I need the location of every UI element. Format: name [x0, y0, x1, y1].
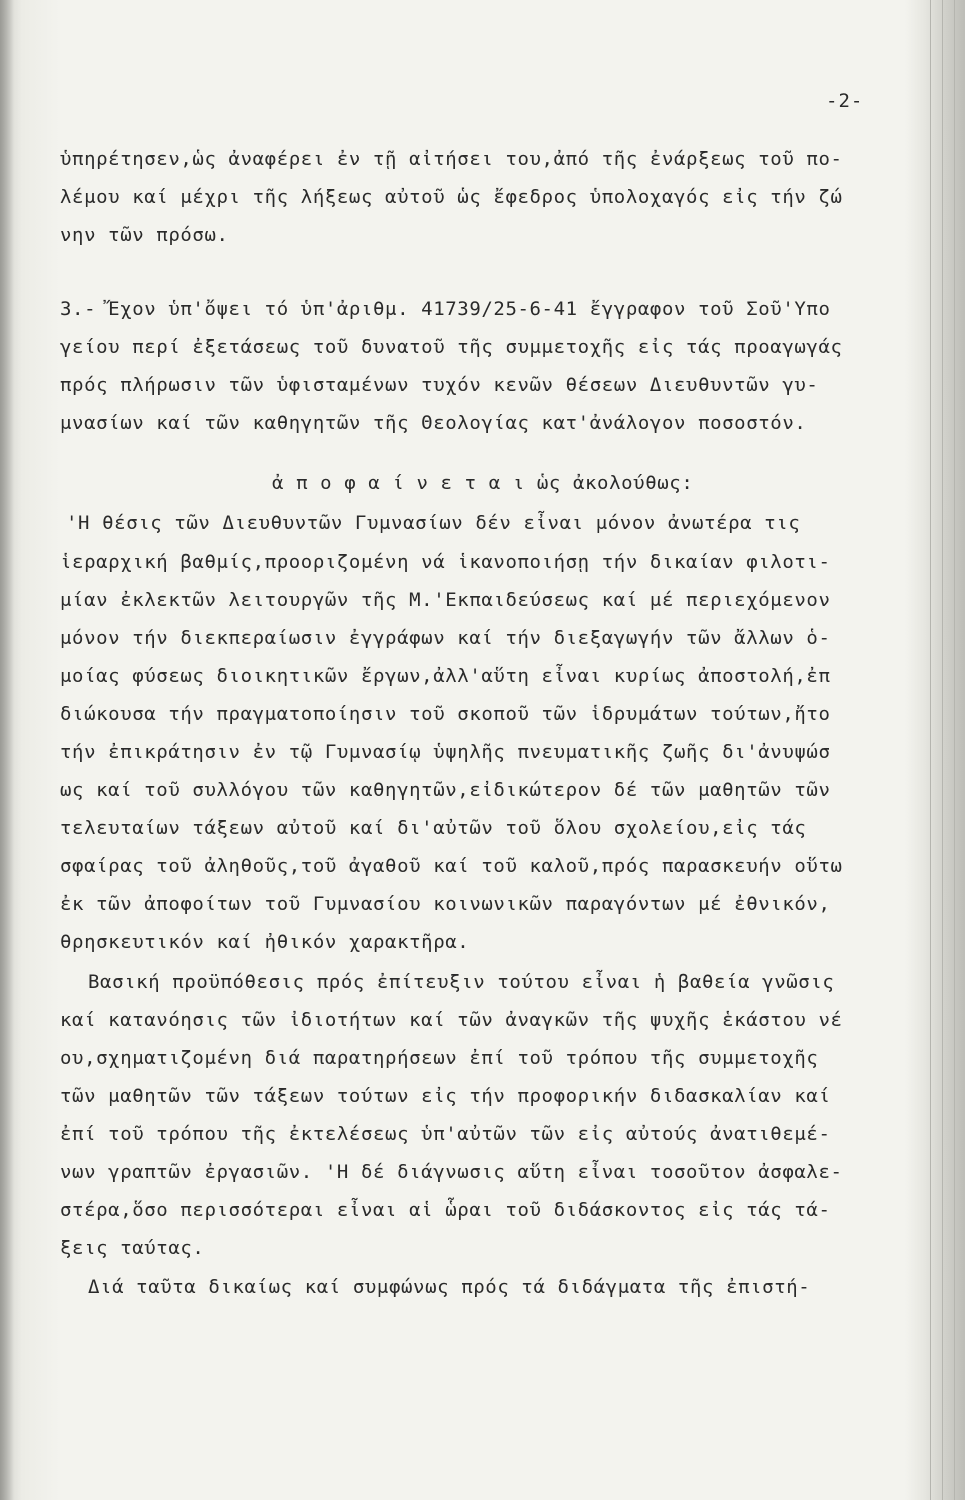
text-line: Βασική προϋπόθεσις πρός ἐπίτευξιν τούτου εἶναι ἡ βαθεία γνῶσις — [88, 971, 835, 993]
text-line: θρησκευτικόν καί ἠθικόν χαρακτῆρα. — [60, 931, 470, 953]
text-line: καί κατανόησις τῶν ἰδιοτήτων καί τῶν ἀναγκῶν τῆς ψυχῆς ἑκάστου νέ — [60, 1009, 843, 1031]
text-line: πρός πλήρωσιν τῶν ὑφισταμένων τυχόν κενῶν θέσεων Διευθυντῶν γυ- — [60, 374, 819, 396]
text-line: τελευταίων τάξεων αὐτοῦ καί δι'αὐτῶν τοῦ ὅλου σχολείου,εἰς τάς — [60, 817, 807, 839]
text-line: τῶν μαθητῶν τῶν τάξεων τούτων εἰς τήν προφορικήν διδασκαλίαν καί — [60, 1085, 831, 1107]
text-line: ἱεραρχική βαθμίς,προοριζομένη νά ἱκανοποιήσῃ τήν δικαίαν φιλοτι- — [60, 551, 831, 573]
text-line: μνασίων καί τῶν καθηγητῶν τῆς Θεολογίας κατ'ἀνάλογον ποσοστόν. — [60, 412, 807, 434]
text-line: νων γραπτῶν ἐργασιῶν. 'Η δέ διάγνωσις αὕτη εἶναι τοσοῦτον ἀσφαλε- — [60, 1161, 843, 1183]
text-line: μίαν ἐκλεκτῶν λειτουργῶν τῆς Μ.'Εκπαιδεύσεως καί μέ περιεχόμενον — [60, 589, 831, 611]
text-line: 'Η θέσις τῶν Διευθυντῶν Γυμνασίων δέν εἶναι μόνον ἀνωτέρα τις — [66, 512, 801, 534]
text-line: τήν ἐπικράτησιν ἐν τῷ Γυμνασίῳ ὑψηλῆς πνευματικῆς ζωῆς δι'ἀνυψώσ — [60, 741, 831, 763]
text-line: μόνον τήν διεκπεραίωσιν ἐγγράφων καί τήν διεξαγωγήν τῶν ἄλλων ὁ- — [60, 627, 831, 649]
text-line: ως καί τοῦ συλλόγου τῶν καθηγητῶν,εἰδικώτερον δέ τῶν μαθητῶν τῶν — [60, 779, 831, 801]
text-line: διώκουσα τήν πραγματοποίησιν τοῦ σκοποῦ τῶν ἱδρυμάτων τούτων,ἤτο — [60, 703, 831, 725]
text-line: στέρα,ὅσο περισσότεραι εἶναι αἱ ὧραι τοῦ διδάσκοντος εἰς τάς τά- — [60, 1199, 831, 1221]
text-line: ου,σχηματιζομένη διά παρατηρήσεων ἐπί τοῦ τρόπου τῆς συμμετοχῆς — [60, 1047, 819, 1069]
text-line: Διά ταῦτα δικαίως καί συμφώνως πρός τά διδάγματα τῆς ἐπιστή- — [88, 1276, 811, 1298]
text-line: ξεις ταύτας. — [60, 1237, 205, 1259]
page-edge-line — [954, 0, 955, 1500]
page-edge-line — [930, 0, 931, 1500]
decision-heading: ἀ π ο φ α ί ν ε τ α ι ὡς ἀκολούθως: — [272, 472, 694, 494]
text-line: σφαίρας τοῦ ἀληθοῦς,τοῦ ἀγαθοῦ καί τοῦ καλοῦ,πρός παρασκευήν οὕτω — [60, 855, 843, 877]
text-line: νην τῶν πρόσω. — [60, 224, 229, 246]
text-line: ὑπηρέτησεν,ὡς ἀναφέρει ἐν τῇ αἰτήσει του,ἀπό τῆς ἐνάρξεως τοῦ πο- — [60, 148, 843, 170]
page-edge-line — [942, 0, 943, 1500]
text-line: μοίας φύσεως διοικητικῶν ἔργων,ἀλλ'αὕτη εἶναι κυρίως ἀποστολή,ἐπ — [60, 665, 831, 687]
text-line: γείου περί ἐξετάσεως τοῦ δυνατοῦ τῆς συμμετοχῆς εἰς τάς προαγωγάς — [60, 336, 843, 358]
text-line: ἐπί τοῦ τρόπου τῆς ἐκτελέσεως ὑπ'αὐτῶν τῶν εἰς αὐτούς ἀνατιθεμέ- — [60, 1123, 831, 1145]
text-line: 3.- Ἔχον ὑπ'ὄψει τό ὑπ'ἀριθμ. 41739/25-6-41 ἔγγραφον τοῦ Σοῦ'Υπο — [60, 298, 831, 320]
text-line: ἐκ τῶν ἀποφοίτων τοῦ Γυμνασίου κοινωνικῶν παραγόντων μέ ἐθνικόν, — [60, 893, 831, 915]
page-number: -2- — [826, 90, 864, 112]
text-line: λέμου καί μέχρι τῆς λήξεως αὐτοῦ ὡς ἔφεδρος ὑπολοχαγός εἰς τήν ζώ — [60, 186, 843, 208]
binding-shadow — [0, 0, 14, 1500]
